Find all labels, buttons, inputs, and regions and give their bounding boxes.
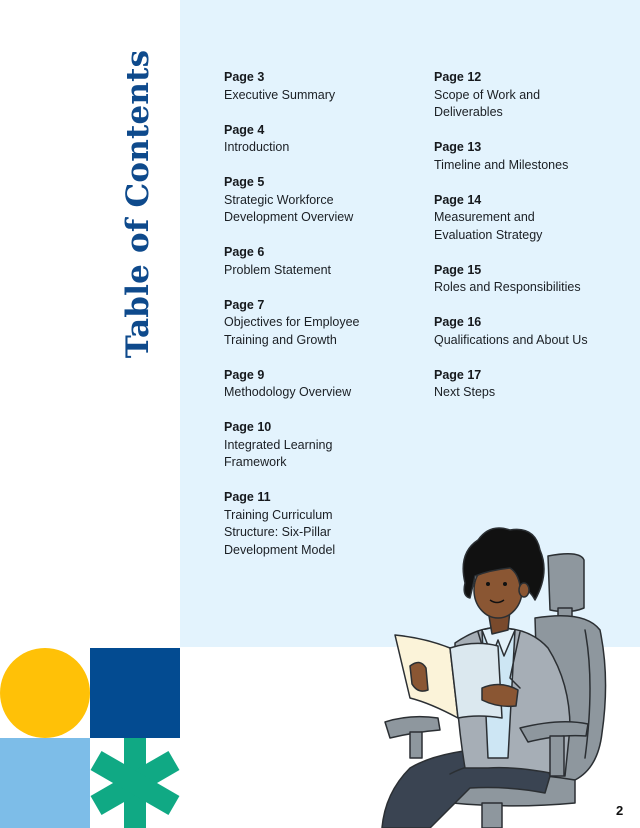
toc-entry[interactable] [434, 314, 634, 349]
toc-entry[interactable] [224, 122, 424, 157]
toc-entry[interactable] [434, 367, 634, 402]
yellow-circle-shape [0, 648, 90, 738]
toc-page-number: Page 15 [434, 262, 482, 277]
toc-page-number: Page 4 [224, 122, 265, 137]
toc-section-title: Problem Statement [224, 262, 331, 277]
toc-section-title: Integrated Learning Framework [224, 437, 333, 469]
light-blue-square-shape [0, 738, 90, 828]
toc-section-title: Qualifications and About Us [434, 332, 588, 347]
page-number: 2 [616, 803, 624, 818]
toc-section-title: Introduction [224, 140, 290, 154]
toc-page-number: Page 9 [224, 367, 265, 382]
toc-page-number: Page 14 [434, 192, 482, 207]
toc-page-number: Page 7 [224, 297, 265, 312]
toc-entry[interactable] [224, 297, 424, 350]
toc-section-title: Roles and Responsibilities [434, 280, 581, 294]
toc-section-title: Executive Summary [224, 87, 336, 102]
toc-section-title: Methodology Overview [224, 385, 352, 399]
toc-entry[interactable] [224, 419, 424, 472]
toc-entry[interactable] [224, 367, 424, 402]
woman-reading-illustration [370, 518, 620, 828]
page-title: Table of Contents [120, 49, 156, 359]
toc-entry[interactable] [224, 174, 424, 227]
toc-section-title: Next Steps [434, 385, 496, 399]
toc-entry[interactable] [434, 262, 634, 297]
toc-column-right [434, 69, 634, 419]
teal-asterisk-icon [90, 738, 180, 828]
toc-page-number: Page 5 [224, 175, 265, 189]
toc-section-title: Timeline and Milestones [434, 157, 569, 172]
toc-section-title: Training Curriculum Structure: Six-Pillar Development Model [224, 507, 336, 557]
toc-entry[interactable] [434, 192, 634, 245]
toc-section-title: Strategic Workforce Development Overview [224, 192, 354, 224]
toc-page-number: Page 17 [434, 367, 482, 382]
toc-section-title: Objectives for Employee Training and Growth [224, 315, 360, 347]
title-container [118, 49, 158, 359]
toc-page-number: Page 16 [434, 315, 482, 329]
toc-section-title: Scope of Work and Deliverables [434, 87, 541, 119]
toc-page-number: Page 3 [224, 70, 265, 84]
toc-page-number: Page 12 [434, 70, 482, 84]
toc-column-left [224, 69, 424, 577]
toc-section-title: Measurement and Evaluation Strategy [434, 210, 543, 242]
toc-page-number: Page 11 [224, 490, 271, 504]
toc-entry[interactable] [224, 69, 424, 104]
toc-entry[interactable] [224, 244, 424, 279]
navy-square-shape [90, 648, 180, 738]
toc-entry[interactable] [434, 139, 634, 174]
toc-page-number: Page 13 [434, 140, 482, 154]
toc-entry[interactable] [434, 69, 634, 122]
toc-page-number: Page 6 [224, 245, 265, 259]
toc-page-number: Page 10 [224, 420, 272, 434]
